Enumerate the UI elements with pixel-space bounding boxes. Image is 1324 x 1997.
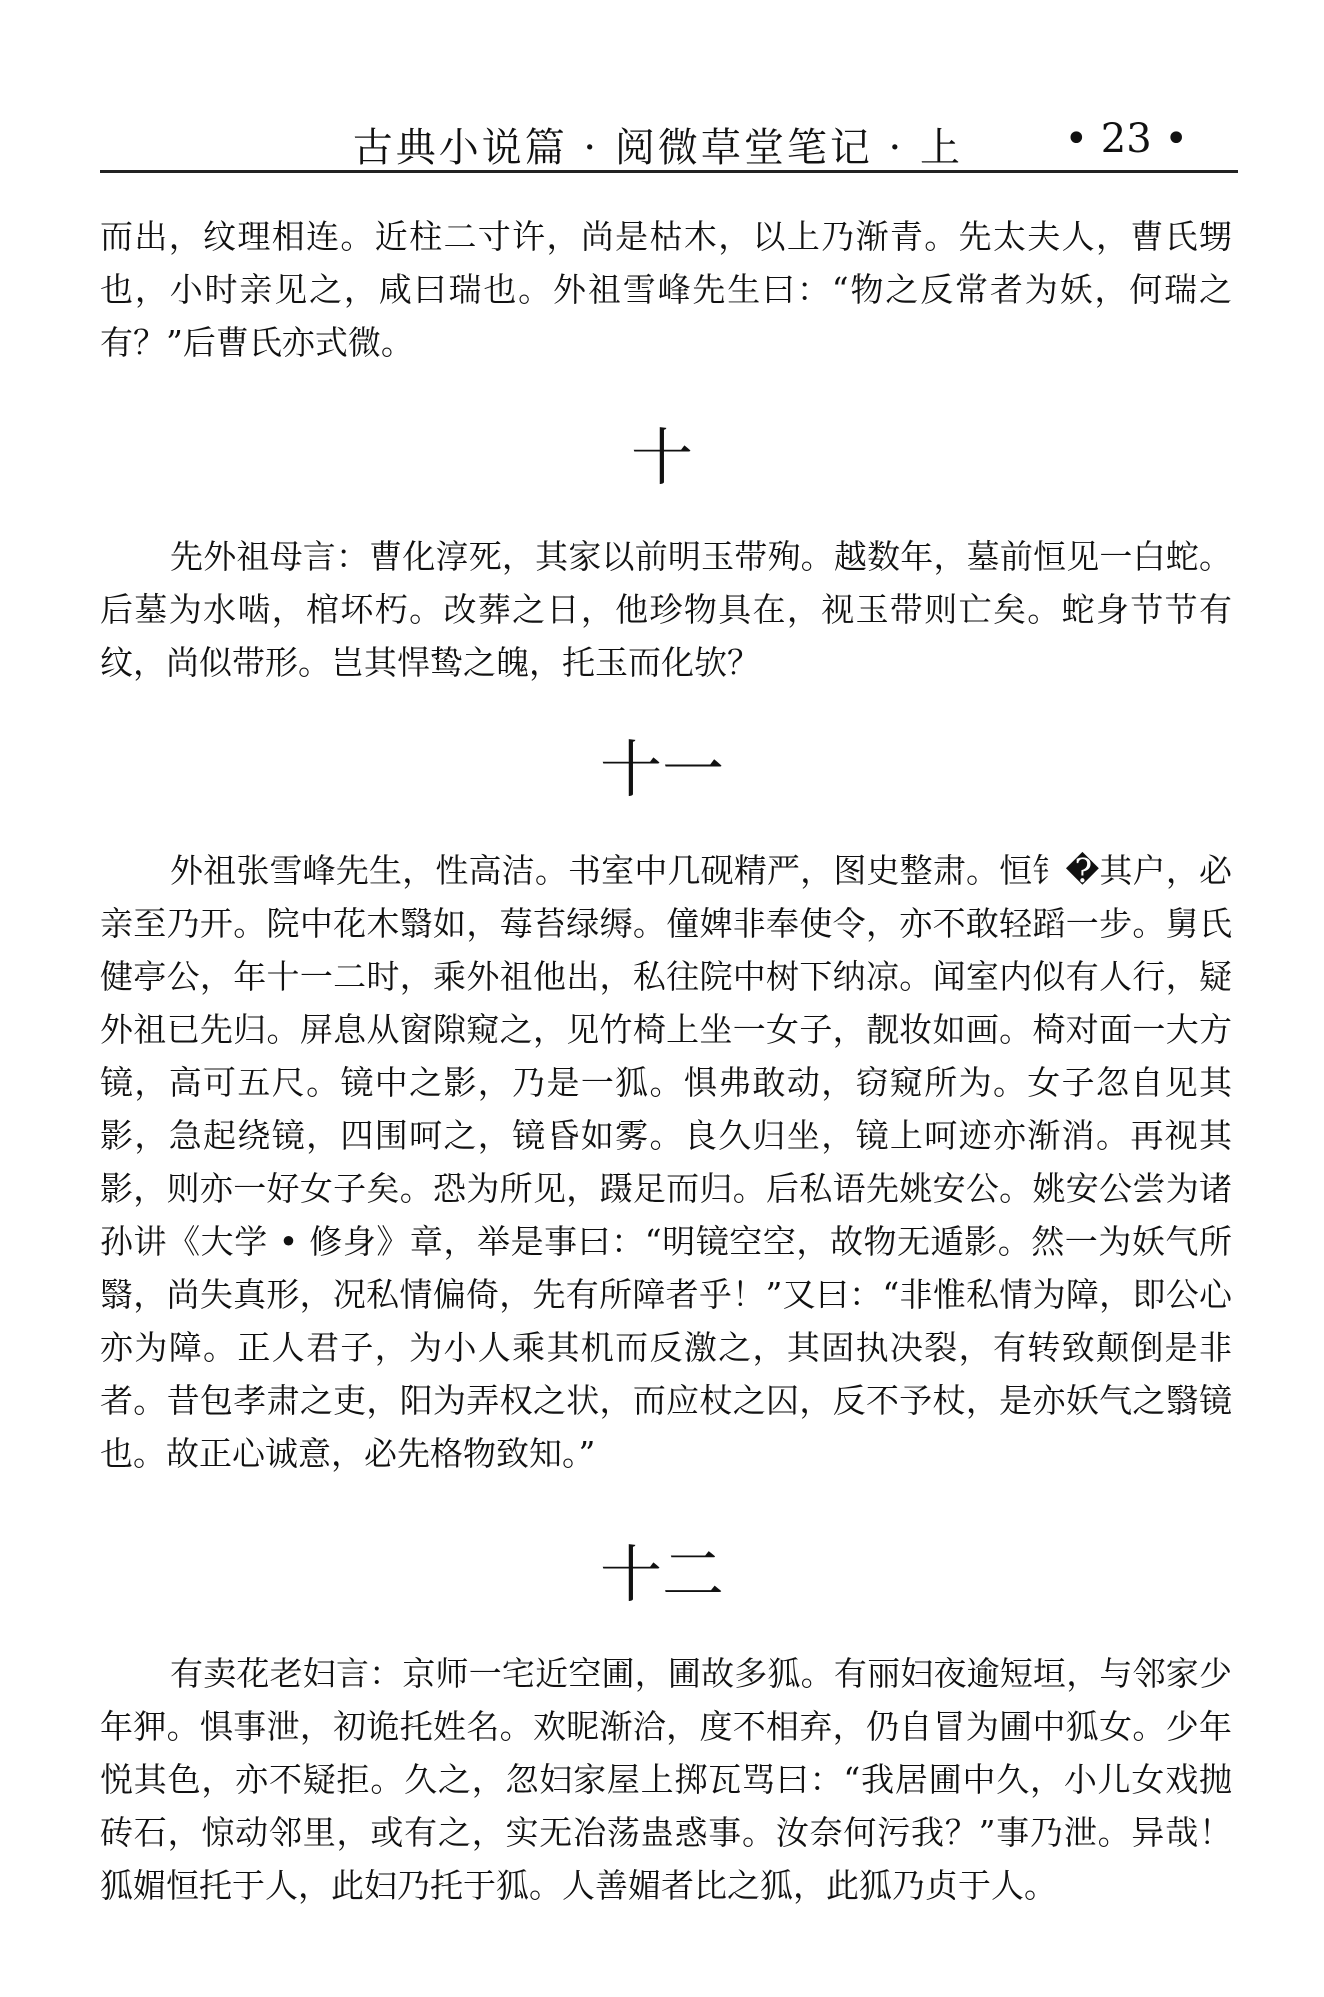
section-text-11: 外祖张雪峰先生，性高洁。书室中几砚精严，图史整肃。恒钅�其户，必亲至乃开。院中花木翳如，莓苔绿缛。僮婢非奉使令，亦不敢轻蹈一步。舅氏健亭公，年十一二时，乘外祖他出，私往院中树下纳凉。闻室内似有人行，疑外祖已先归。屏息从窗隙窥之，见竹椅上坐一女子，靓妆如画。椅对面一大方镜，高可五尺。镜中之影，乃是一狐。惧弗敢动，窃窥所为。女子忽自见其影，急起绕镜，四围呵之，镜昏如雾。良久归坐，镜上呵迹亦渐消。再视其影，则亦一好女子矣。恐为所见，蹑足而归。后私语先姚安公。姚安公尝为诸孙讲《大学 • 修身》章，举是事曰：“明镜空空，故物无遁影。然一为妖气所翳，尚失真形，况私情偏倚，先有所障者乎！”又曰：“非惟私情为障，即公心亦为障。正人君子，为小人乘其机而反激之，其固执决裂，有转致颠倒是非者。昔包孝肃之吏，阳为弄权之状，而应杖之囚，反不予杖，是亦妖气之翳镜也。故正心诚意，必先格物致知。” bbox=[100, 851, 1232, 1473]
header-title: 古典小说篇 · 阅微草堂笔记 · 上 bbox=[352, 125, 963, 171]
section-title-12: 十二 bbox=[599, 1538, 724, 1611]
section-title-11: 十一 bbox=[599, 733, 724, 806]
paragraph-continued: 而出，纹理相连。近柱二寸许，尚是枯木，以上乃渐青。先太夫人，曹氏甥也，小时亲见之，咸曰瑞也。外祖雪峰先生曰：“物之反常者为妖，何瑞之有？”后曹氏亦式微。 bbox=[100, 217, 1232, 362]
section-text-12: 有卖花老妇言：京师一宅近空圃，圃故多狐。有丽妇夜逾短垣，与邻家少年狎。惧事泄，初诡托姓名。欢昵渐洽，度不相弃，仍自冒为圃中狐女。少年悦其色，亦不疑拒。久之，忽妇家屋上掷瓦骂曰：“我居圃中久，小儿女戏抛砖石，惊动邻里，或有之，实无冶荡蛊惑事。汝奈何污我？”事乃泄。异哉！狐媚恒托于人，此妇乃托于狐。人善媚者比之狐，此狐乃贞于人。 bbox=[100, 1654, 1232, 1905]
section-text-10: 先外祖母言：曹化淳死，其家以前明玉带殉。越数年，墓前恒见一白蛇。后墓为水啮，棺坏朽。改葬之日，他珍物具在，视玉带则亡矣。蛇身节节有纹，尚似带形。岂其悍鸷之魄，托玉而化欤？ bbox=[100, 537, 1232, 682]
running-header bbox=[100, 112, 1238, 173]
section-title-10: 十 bbox=[630, 421, 693, 494]
page-number: • 23 • bbox=[1064, 116, 1188, 162]
